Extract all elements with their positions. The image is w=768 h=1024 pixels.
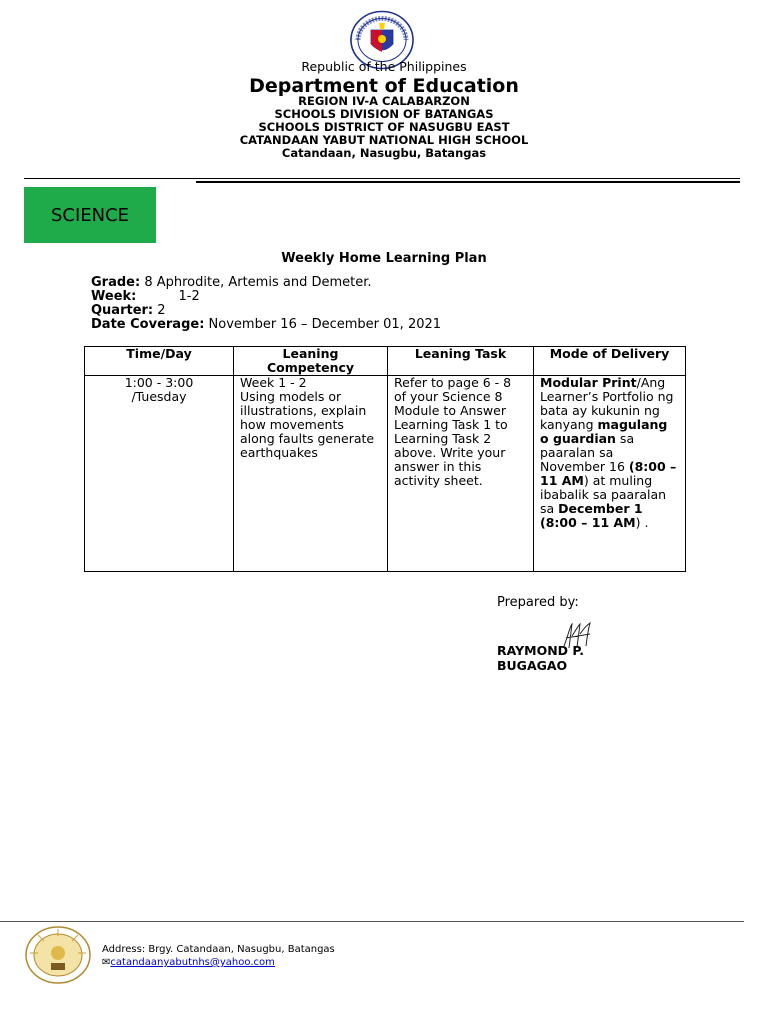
table-row [85, 376, 686, 572]
prepared-by-label: Prepared by: [497, 595, 579, 610]
preparer-name-line-2: BUGAGAO [497, 658, 568, 673]
footer-rule [0, 921, 744, 922]
preparer-name [497, 643, 584, 673]
coverage-value: November 16 – December 01, 2021 [208, 317, 442, 332]
grade-value: 8 Aphrodite, Artemis and Demeter. [144, 275, 372, 290]
delivery-text-1: /Ang Learner’s Portfolio ng bata ay kukunin ng kanyang [540, 375, 674, 432]
cell-delivery [534, 376, 686, 572]
cell-time-day: 1:00 - 3:00 /Tuesday [85, 376, 234, 572]
district-line: SCHOOLS DISTRICT OF NASUGBU EAST [258, 120, 510, 134]
col-header-time-day: Time/Day [85, 347, 234, 376]
footer-address: Address: Brgy. Catandaan, Nasugbu, Batangas [102, 944, 335, 955]
delivery-bold-1: Modular Print [540, 375, 637, 390]
coverage-label: Date Coverage: [91, 317, 205, 332]
subject-badge [24, 187, 156, 243]
delivery-bold-2: magulang o guardian [540, 417, 668, 446]
header-rule-thin [24, 178, 740, 179]
cell-task: Refer to page 6 - 8 of your Science 8 Module to Answer Learning Task 1 to Learning Task 2 above. Write your answer in this activity sheet. [388, 376, 534, 572]
footer-email-link[interactable]: catandaanyabutnhs@yahoo.com [110, 957, 275, 968]
subject-label: SCIENCE [50, 204, 130, 226]
school-line: CATANDAAN YABUT NATIONAL HIGH SCHOOL [239, 133, 529, 147]
grade-line [91, 276, 372, 290]
division-line: SCHOOLS DIVISION OF BATANGAS [274, 107, 494, 121]
delivery-text-4: ) . [635, 515, 649, 530]
col-header-task: Leaning Task [388, 347, 534, 376]
table-header-row [85, 347, 686, 376]
delivery-text-2: sa paaralan sa November 16 [540, 431, 635, 474]
region-line: REGION IV-A CALABARZON [298, 94, 470, 108]
school-seal-logo [24, 925, 92, 985]
quarter-label: Quarter: [91, 303, 154, 318]
cell-competency [234, 376, 388, 572]
col-header-competency: Leaning Competency [234, 347, 388, 376]
week-value: 1-2 [178, 289, 200, 304]
col-header-delivery: Mode of Delivery [534, 347, 686, 376]
delivery-bold-3: (8:00 – 11 AM [540, 459, 677, 488]
competency-week: Week 1 - 2 [240, 375, 307, 390]
quarter-value: 2 [157, 303, 166, 318]
department-title: Department of Education [249, 75, 519, 97]
preparer-name-line-1: RAYMOND P. [497, 643, 585, 658]
plan-title: Weekly Home Learning Plan [281, 251, 487, 266]
competency-text: Using models or illustrations, explain how movements along faults generate earthquakes [240, 389, 375, 460]
quarter-line [91, 304, 166, 318]
week-label: Week: [91, 289, 137, 304]
grade-label: Grade: [91, 275, 141, 290]
week-line [91, 290, 200, 304]
republic-line: Republic of the Philippines [301, 59, 467, 74]
location-line: Catandaan, Nasugbu, Batangas [281, 146, 487, 160]
footer-email-line [102, 957, 275, 968]
delivery-text-3: ) at muling ibabalik sa paaralan sa [540, 473, 667, 516]
delivery-bold-4: December 1 (8:00 – 11 AM [540, 501, 643, 530]
envelope-icon: ✉ [102, 957, 111, 968]
header-rule-thick [196, 181, 740, 183]
coverage-line [91, 318, 441, 332]
learning-plan-table [84, 346, 686, 572]
